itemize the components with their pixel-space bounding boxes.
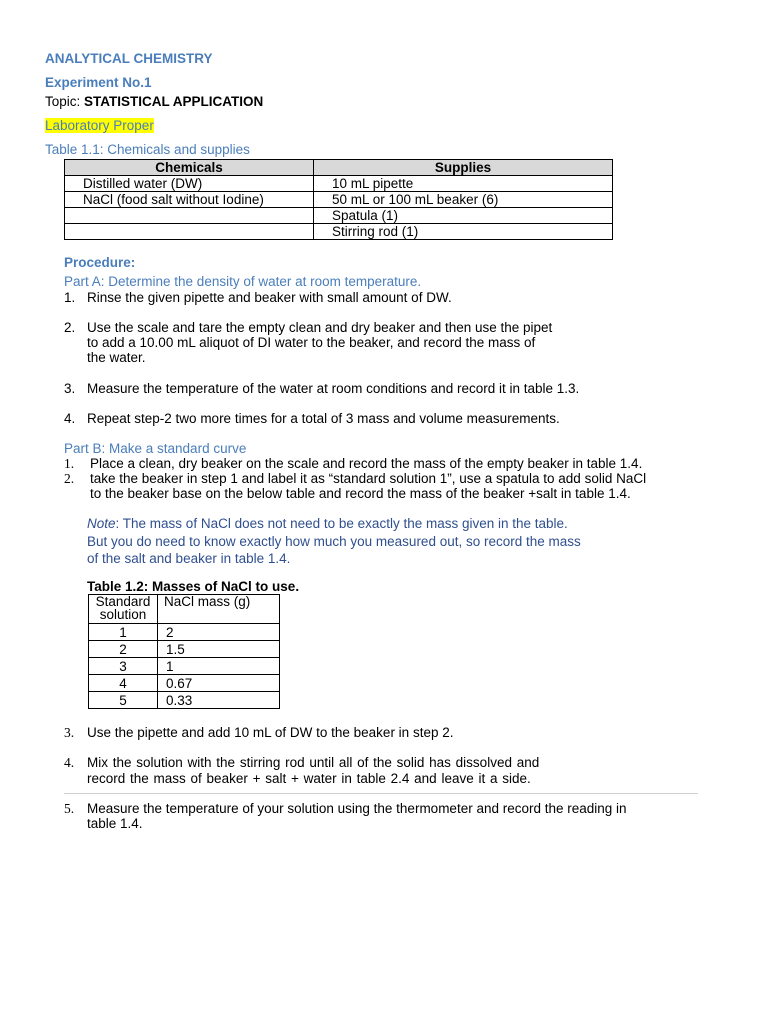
table-header-row — [89, 595, 280, 624]
table-cell: 1.5 — [158, 641, 280, 658]
table-cell: 2 — [89, 641, 158, 658]
note-text: of the salt and beaker in table 1.4. — [87, 551, 291, 566]
table-cell: NaCl (food salt without Iodine) — [65, 192, 314, 208]
step-text: the water. — [87, 350, 146, 365]
step-text: take the beaker in step 1 and label it as “standard solution 1”, use a spatula to add solid NaCl — [90, 471, 647, 486]
step-text: Place a clean, dry beaker on the scale and record the mass of the empty beaker in table 1.4. — [90, 456, 643, 471]
step-text: Mix the solution with the stirring rod until all of the solid has dissolved and — [87, 755, 540, 770]
header-line: Standard — [95, 594, 151, 609]
table-row — [65, 176, 613, 192]
header-line: solution — [99, 607, 147, 622]
step-text: Use the pipette and add 10 mL of DW to the beaker in step 2. — [87, 725, 454, 740]
note-label: Note — [87, 516, 116, 531]
step-text: to add a 10.00 mL aliquot of DI water to the beaker, and record the mass of — [87, 335, 536, 350]
table-cell — [65, 224, 314, 240]
table-row — [89, 624, 280, 641]
table-row — [65, 192, 613, 208]
nacl-masses-table — [88, 594, 280, 709]
topic-line — [45, 94, 263, 109]
course-title: ANALYTICAL CHEMISTRY — [45, 51, 213, 66]
table-header-supplies: Supplies — [314, 160, 613, 176]
step-number: 4. — [64, 755, 75, 770]
step-text: record the mass of beaker + salt + water in table 2.4 and leave it a side. — [87, 771, 531, 786]
note-text: : The mass of NaCl does not need to be exactly the mass given in the table. — [115, 516, 568, 531]
lab-proper-heading — [45, 118, 154, 133]
step-text: Rinse the given pipette and beaker with small amount of DW. — [87, 290, 452, 305]
step-number: 5. — [64, 801, 75, 816]
table-cell: Spatula (1) — [314, 208, 613, 224]
table-row — [89, 675, 280, 692]
table-header-chemicals: Chemicals — [65, 160, 314, 176]
table-cell: 3 — [89, 658, 158, 675]
table-cell: 1 — [89, 624, 158, 641]
table-header-nacl-mass: NaCl mass (g) — [158, 595, 280, 624]
step-number: 1. — [64, 456, 75, 471]
chemicals-supplies-table — [64, 159, 613, 240]
divider — [64, 793, 698, 794]
step-text: table 1.4. — [87, 816, 143, 831]
step-number: 2. — [64, 471, 75, 486]
table-cell: 10 mL pipette — [314, 176, 613, 192]
topic-label: Topic: — [45, 94, 85, 109]
table-cell: 1 — [158, 658, 280, 675]
note-line — [87, 516, 568, 531]
experiment-number: Experiment No.1 — [45, 75, 152, 90]
table-cell: Stirring rod (1) — [314, 224, 613, 240]
part-b-heading: Part B: Make a standard curve — [64, 441, 247, 456]
table1-caption: Table 1.1: Chemicals and supplies — [45, 142, 250, 157]
table-cell: 0.33 — [158, 692, 280, 709]
table-header-standard-solution — [89, 595, 158, 624]
topic-value: STATISTICAL APPLICATION — [84, 94, 264, 109]
step-number: 3. — [64, 381, 76, 396]
table-row — [89, 641, 280, 658]
table-cell: 4 — [89, 675, 158, 692]
table-cell — [65, 208, 314, 224]
table2-caption: Table 1.2: Masses of NaCl to use. — [87, 579, 300, 594]
step-number: 4. — [64, 411, 76, 426]
table-row — [89, 692, 280, 709]
table-cell: 0.67 — [158, 675, 280, 692]
step-text: Measure the temperature of the water at room conditions and record it in table 1.3. — [87, 381, 580, 396]
step-number: 3. — [64, 725, 75, 740]
table-row — [89, 658, 280, 675]
step-text: to the beaker base on the below table and record the mass of the beaker +salt in table 1.4. — [90, 486, 631, 501]
table-cell: Distilled water (DW) — [65, 176, 314, 192]
table-cell: 5 — [89, 692, 158, 709]
table-cell: 2 — [158, 624, 280, 641]
part-a-heading: Part A: Determine the density of water at room temperature. — [64, 274, 422, 289]
table-row — [65, 224, 613, 240]
step-number: 1. — [64, 290, 76, 305]
step-text: Repeat step-2 two more times for a total of 3 mass and volume measurements. — [87, 411, 560, 426]
table-header-row — [65, 160, 613, 176]
step-text: Measure the temperature of your solution using the thermometer and record the reading in — [87, 801, 627, 816]
lab-proper-highlight: Laboratory Proper — [45, 118, 154, 133]
note-text: But you do need to know exactly how much you measured out, so record the mass — [87, 534, 581, 549]
step-text: Use the scale and tare the empty clean and dry beaker and then use the pipet — [87, 320, 553, 335]
table-cell: 50 mL or 100 mL beaker (6) — [314, 192, 613, 208]
step-number: 2. — [64, 320, 76, 335]
table-row — [65, 208, 613, 224]
procedure-heading: Procedure: — [64, 255, 136, 270]
